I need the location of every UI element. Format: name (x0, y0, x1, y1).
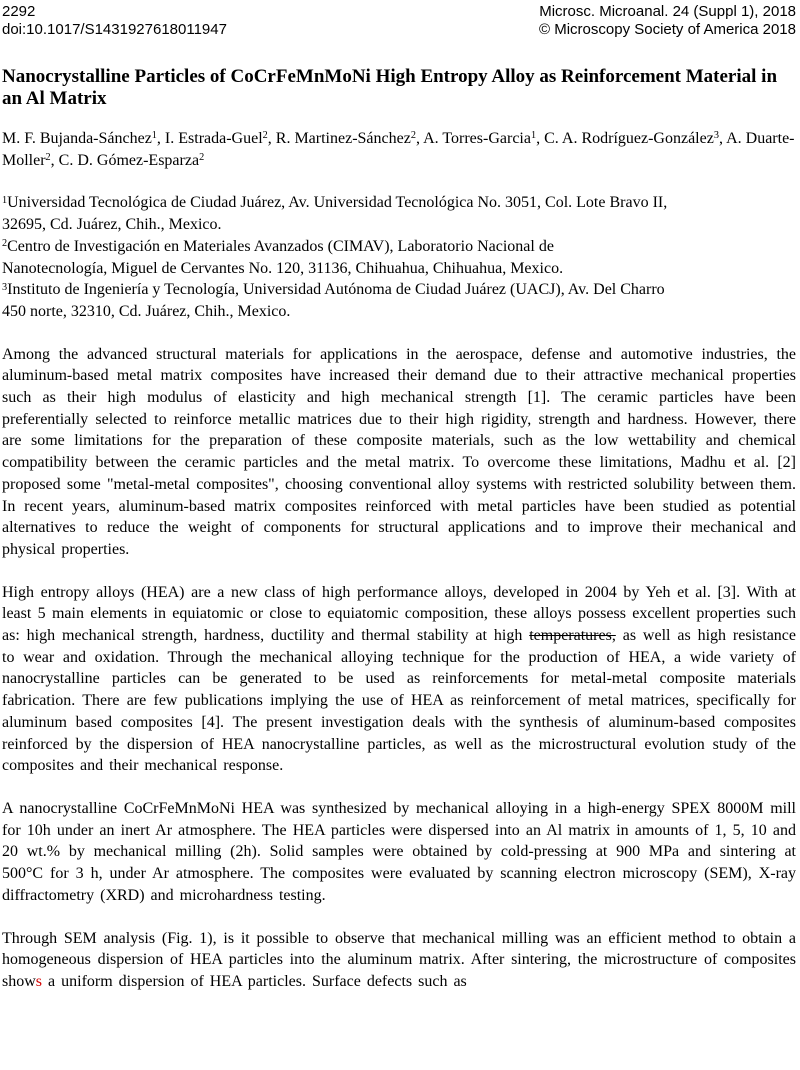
affiliation-text: Nanotecnología, Miguel de Cervantes No. 120, 31136, Chihuahua, Chihuahua, Mexico. (2, 259, 564, 277)
paragraph-text: High entropy alloys (HEA) are a new class of high performance alloys, developed in 2004 by Yeh et al. [3]. With at least 5 main elements in equiatomic or close to equiatomic composition, these alloys possess excellent properties such as: high mechanical strength, hardness, ductility and thermal stability at high (2, 583, 796, 645)
journal-citation: Microsc. Microanal. 24 (Suppl 1), 2018 (539, 3, 796, 20)
affiliation-text: Instituto de Ingeniería y Tecnología, Universidad Autónoma de Ciudad Juárez (UACJ), Av. Del Charro (7, 281, 665, 299)
paragraph-text: as well as high resistance to wear and oxidation. Through the mechanical alloying technique for the production of HEA, a wide variety of nanocrystalline particles can be generated to be used as reinforcements for metal-metal composite materials fabrication. There are few publications implying the use of HEA as reinforcement of metal matrices, specifically for aluminum based composites [4]. The present investigation deals with the synthesis of aluminum-based composites reinforced by the dispersion of HEA nanocrystalline particles, as well as the microstructural evolution study of the composites and their mechanical response. (2, 627, 796, 775)
author-name: R. Martinez-Sánchez (275, 130, 411, 147)
author-separator: , (267, 130, 276, 147)
affiliation-marker: 1 (151, 130, 157, 142)
author-name: M. F. Bujanda-Sánchez (2, 130, 152, 147)
affiliation-marker: 1 (530, 130, 537, 142)
article-title: Nanocrystalline Particles of CoCrFeMnMoNi High Entropy Alloy as Reinforcement Material in an Al Matrix (2, 66, 778, 109)
header-right (539, 3, 796, 39)
author-name: C. A. Rodríguez-González (544, 130, 714, 147)
author-separator: , (536, 130, 545, 147)
author-name: A. Torres-Garcia (423, 130, 531, 147)
paragraph-hea (2, 582, 796, 777)
paragraph-text: a uniform dispersion of HEA particles. Surface defects such as (42, 972, 467, 990)
author-separator: , (718, 130, 727, 147)
affiliation-text: Centro de Investigación en Materiales Avanzados (CIMAV), Laboratorio Nacional de (7, 237, 554, 255)
inserted-text: s (35, 972, 43, 990)
author-name: A. Duarte-Moller (2, 130, 795, 169)
paragraph-results (2, 928, 796, 993)
paragraph-text: Through SEM analysis (Fig. 1), is it possible to observe that mechanical milling was an efficient method to obtain a homogeneous dispersion of HEA particles into the aluminum matrix. After sintering, the microstructure of composites show (2, 929, 796, 990)
paragraph-intro: Among the advanced structural materials for applications in the aerospace, defense and automotive industries, the aluminum-based metal matrix composites have increased their demand due to their attractive mechanical properties such as their high modulus of elasticity and high mechanical strength [1]. The ceramic particles have been preferentially selected to reinforce metallic matrices due to their high rigidity, strength and hardness. However, there are some limitations for the preparation of these composite materials, such as the low wettability and chemical compatibility between the ceramic particles and the metal matrix. To overcome these limitations, Madhu et al. [2] proposed some "metal-metal composites", choosing conventional alloy systems with restricted solubility between them. In recent years, aluminum-based matrix composites reinforced with metal particles have been studied as potential alternatives to reduce the weight of components for structural applications and to improve their mechanical and physical properties. (2, 345, 796, 558)
doi-text: doi:10.1017/S1431927618011947 (2, 21, 227, 38)
struck-text: temperatures, (529, 627, 616, 645)
affiliation-number: 3 (2, 281, 8, 293)
copyright-notice: © Microscopy Society of America 2018 (539, 21, 796, 38)
author-separator: , (156, 130, 165, 147)
author-name: I. Estrada-Guel (164, 130, 263, 147)
author-list (2, 128, 796, 171)
author-separator: , (415, 130, 424, 147)
affiliation-number: 2 (2, 238, 8, 250)
affiliation-1 (2, 192, 796, 235)
page-header (2, 3, 796, 39)
affiliation-text: 32695, Cd. Juárez, Chih., Mexico. (2, 216, 222, 234)
affiliation-marker: 2 (199, 152, 205, 164)
affiliation-marker: 2 (410, 130, 416, 142)
affiliation-3 (2, 279, 796, 322)
affiliation-text: 450 norte, 32310, Cd. Juárez, Chih., Mexico. (2, 302, 291, 320)
affiliation-text: Universidad Tecnológica de Ciudad Juárez, Av. Universidad Tecnológica No. 3051, Col. Lote Bravo II, (7, 194, 668, 212)
author-separator: , (50, 151, 59, 169)
page-number: 2292 (2, 3, 36, 20)
affiliation-list (2, 192, 796, 322)
affiliation-2 (2, 236, 796, 279)
affiliation-number: 1 (2, 194, 8, 206)
header-left (2, 3, 227, 39)
affiliation-marker: 2 (45, 152, 51, 164)
author-name: C. D. Gómez-Esparza (58, 151, 200, 169)
affiliation-marker: 3 (713, 130, 719, 142)
paragraph-methods: A nanocrystalline CoCrFeMnMoNi HEA was synthesized by mechanical alloying in a high-energy SPEX 8000M mill for 10h under an inert Ar atmosphere. The HEA particles were dispersed into an Al matrix in amounts of 1, 5, 10 and 20 wt.% by mechanical milling (2h). Solid samples were obtained by cold-pressing at 900 MPa and sintering at 500°C for 3 h, under Ar atmosphere. The composites were evaluated by scanning electron microscopy (SEM), X-ray diffractometry (XRD) and microhardness testing. (2, 799, 796, 904)
affiliation-marker: 2 (262, 130, 268, 142)
